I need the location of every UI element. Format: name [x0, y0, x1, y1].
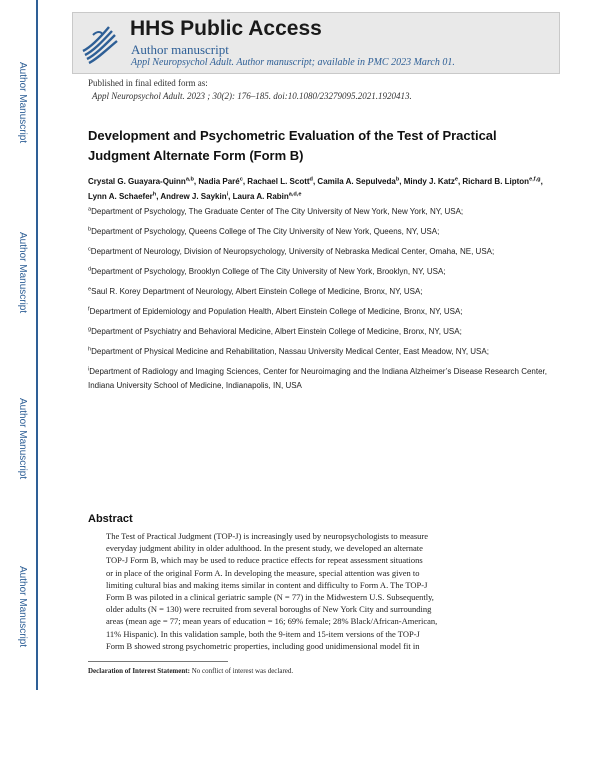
affiliation-text: Department of Psychology, Queens College of The City University of New York, Queens, NY, USA;	[91, 227, 440, 236]
affiliation-text: Department of Neurology, Division of Neuropsychology, University of Nebraska Medical Center, Omaha, NE, USA;	[90, 247, 495, 256]
author-affiliation-marker: e,f,g	[529, 176, 541, 183]
hhs-public-access-banner	[72, 12, 560, 74]
abstract-line: The Test of Practical Judgment (TOP-J) is increasingly used by neuropsychologists to measure	[106, 531, 429, 541]
affiliation	[88, 265, 558, 279]
author-name: Andrew J. Saykin	[160, 192, 227, 201]
published-in-label: Published in final edited form as:	[88, 78, 208, 88]
abstract-heading: Abstract	[88, 513, 133, 525]
affiliation	[88, 345, 558, 359]
abstract-line: or in place of the original Form A. In developing the measure, special attention was given to	[106, 567, 420, 578]
affiliation-marker: i	[88, 366, 90, 373]
banner-journal-text: Appl Neuropsychol Adult. Author manuscript; available in PMC 2023 March 01.	[131, 57, 455, 68]
affiliation	[88, 305, 558, 319]
banner-subtitle: Author manuscript	[131, 42, 229, 57]
footnote-text: No conflict of interest was declared.	[191, 667, 294, 675]
abstract-line: Form B showed strong psychometric properties, including good unidimensional model fit in	[106, 640, 420, 651]
affiliation-marker: c	[88, 246, 91, 253]
abstract-line: Form B was piloted in a clinical geriatric sample (N = 77) in the Midwestern U.S. Subsequently,	[106, 592, 434, 603]
abstract-line: limiting cultural bias and making items similar in content and difficulty to Form A. The TOP-J	[106, 579, 428, 590]
side-label-author-manuscript: Author Manuscript	[17, 62, 28, 144]
author-name: Mindy J. Katz	[403, 177, 455, 186]
author-affiliation-marker: a,d,e	[288, 191, 302, 198]
banner-title: HHS Public Access	[130, 17, 322, 40]
author-name: Camila A. Sepulveda	[317, 177, 396, 186]
affiliation-marker: d	[88, 266, 92, 273]
abstract-body	[106, 530, 536, 652]
author-list: Crystal G. Guayara-Quinn$^{a,b}$, Nadia Paré$^c$, Rachael L. Scott$^d$, Camila A. Sepulveda$^b$, Mindy J. Katz$^e$, Richard B. Lipton$^{e,f,g}$, Lynn A. Schaefer$^h$, Andrew J. Saykin$^i$, Laura A. Rabin$^{a,d,e}$	[88, 176, 543, 201]
affiliation-text: Department of Psychology, The Graduate Center of The City University of New York, New York, NY, USA;	[91, 207, 464, 216]
affiliation-marker: f	[88, 306, 90, 313]
article-title: Development and Psychometric Evaluation of the Test of Practical Judgment Alternate Form (Form B)	[88, 128, 497, 163]
author-affiliation-marker: e	[454, 176, 458, 183]
affiliation	[88, 245, 558, 259]
author-name: Rachael L. Scott	[247, 177, 310, 186]
author-name: Crystal G. Guayara-Quinn	[88, 177, 186, 186]
author-affiliation-marker: c	[239, 176, 243, 183]
footnote-rule	[88, 661, 228, 662]
citation-line	[92, 91, 412, 101]
author-affiliation-marker: i	[226, 191, 229, 198]
author-name: Richard B. Lipton	[462, 177, 530, 186]
affiliation-marker: b	[88, 226, 92, 233]
affiliation-text: Department of Radiology and Imaging Sciences, Center for Neuroimaging and the Indiana Alzheimer’s Disease Research Center, Indiana University School of Medicine, Indianapolis, IN, USA	[88, 367, 547, 390]
affiliation	[88, 205, 558, 219]
affiliation-list	[88, 205, 558, 399]
left-margin-rule	[36, 0, 38, 690]
abstract-line: older adults (N = 130) were recruited from several boroughs of New York City and surrounding	[106, 604, 432, 615]
footnote-label: Declaration of Interest Statement:	[88, 667, 190, 675]
author-name: Nadia Paré	[198, 177, 240, 186]
affiliation-marker: g	[88, 326, 92, 333]
citation-text: Appl Neuropsychol Adult. 2023 ; 30(2): 176–185. doi:10.1080/23279095.2021.1920413.	[92, 91, 412, 101]
affiliation-text: Department of Physical Medicine and Rehabilitation, Nassau University Medical Center, East Meadow, NY, USA;	[91, 347, 489, 356]
author-affiliation-marker: a,b	[185, 176, 194, 183]
abstract-line: areas (mean age = 77; mean years of education = 16; 69% female; 28% Black/African-American,	[106, 616, 438, 627]
side-label-author-manuscript: Author Manuscript	[17, 232, 28, 314]
author-name: Laura A. Rabin	[232, 192, 289, 201]
side-label-author-manuscript: Author Manuscript	[17, 398, 28, 480]
author-affiliation-marker: d	[309, 176, 313, 183]
abstract-line: 11% Hispanic). In this validation sample, both the 9-item and 15-item versions of the TOP-J	[106, 628, 420, 639]
footnote	[88, 667, 293, 675]
affiliation	[88, 225, 558, 239]
affiliation-marker: a	[88, 206, 92, 213]
author-name: Lynn A. Schaefer	[88, 192, 153, 201]
affiliation-text: Department of Epidemiology and Population Health, Albert Einstein College of Medicine, Bronx, NY, USA;	[89, 307, 463, 316]
affiliation-text: Department of Psychology, Brooklyn College of The City University of New York, Brooklyn, NY, USA;	[91, 267, 446, 276]
affiliation-marker: h	[88, 346, 92, 353]
affiliation	[88, 325, 558, 339]
affiliation-text: Saul R. Korey Department of Neurology, Albert Einstein College of Medicine, Bronx, NY, USA;	[91, 287, 423, 296]
affiliation	[88, 285, 558, 299]
abstract-line: TOP-J Form B, which may be used to reduce practice effects for repeat assessment situations	[106, 555, 423, 566]
side-label-author-manuscript: Author Manuscript	[17, 566, 28, 648]
affiliation-marker: e	[88, 286, 92, 293]
author-affiliation-marker: b	[395, 176, 400, 183]
author-affiliation-marker: h	[152, 191, 157, 198]
hhs-eagle-logo-icon	[79, 21, 119, 65]
abstract-line: everyday judgment ability in older adulthood. In the present study, we developed an alternate	[106, 543, 423, 554]
banner-journal-line	[131, 57, 455, 68]
affiliation-text: Department of Psychiatry and Behavioral Medicine, Albert Einstein College of Medicine, Bronx, NY, USA;	[91, 327, 462, 336]
affiliation	[88, 365, 558, 393]
